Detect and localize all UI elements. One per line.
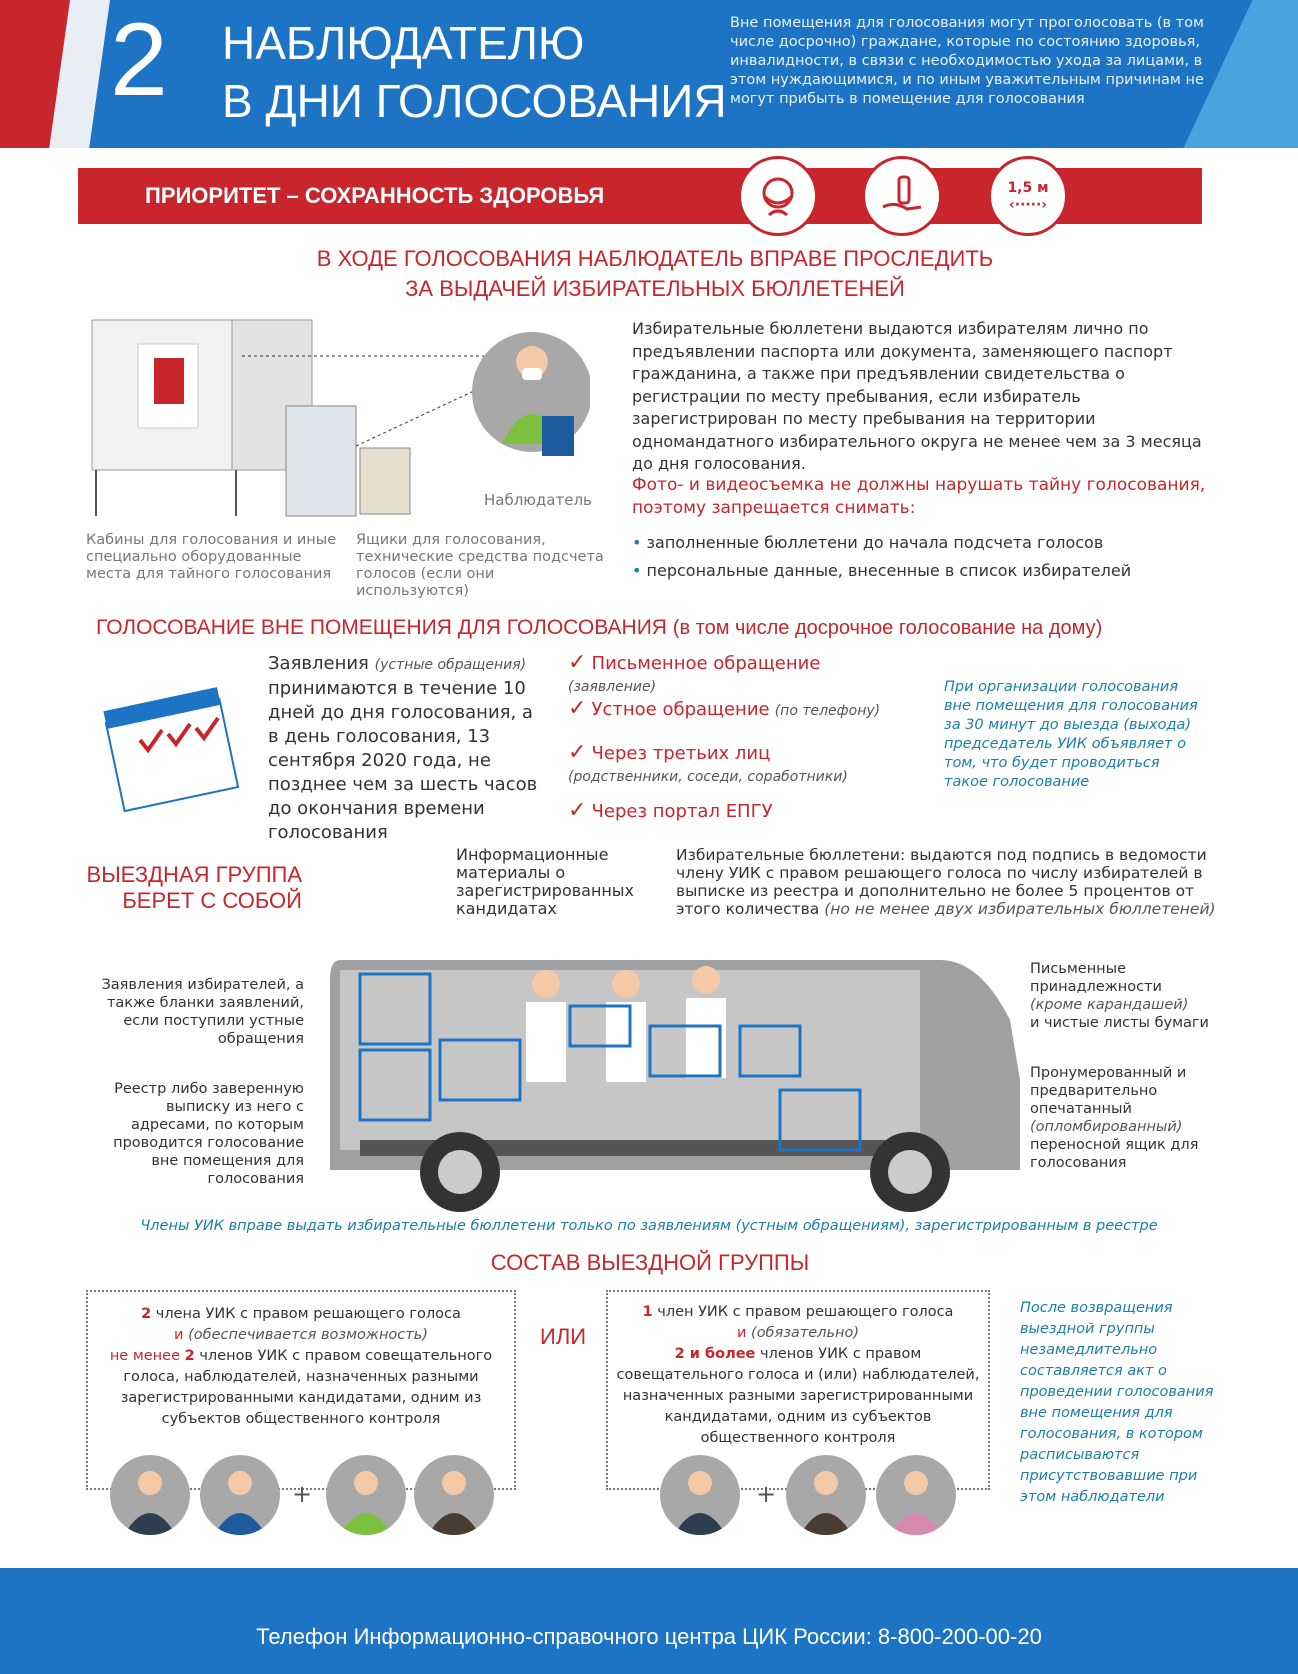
footer-phone: Телефон Информационно-справочного центра ЦИК России: 8-800-200-00-20: [256, 1624, 1042, 1649]
method-item: ✓ Через третьих лиц (родственники, соседи, соработники): [568, 740, 848, 785]
stationery-label: Письменные принадлежности (кроме карандашей) и чистые листы бумаги: [1030, 961, 1209, 1031]
header-note: Вне помещения для голосования могут проголосовать (в том числе досрочно) граждане, которые по состоянию здоровья, инвалидности, в связи с необходимостью ухода за лицами, в этом нуждающимися, и по иным уважительным причинам не могут прибыть в помещение для голосования: [730, 15, 1204, 107]
plus-sign: +: [292, 1480, 313, 1508]
avatar: [200, 1455, 280, 1535]
calendar-icon: [100, 680, 250, 812]
header-title-line1: НАБЛЮДАТЕЛЮ: [222, 17, 585, 69]
avatar: [876, 1455, 956, 1535]
or-label: ИЛИ: [540, 1324, 587, 1349]
list-item: • персональные данные, внесенные в список избирателей: [632, 560, 1132, 580]
composition-side-note: После возвращения выездной группы незамедлительно составляется акт о проведении голосования вне помещения для голосования, в котором расписываются присутствовавшие при этом наблюдатели: [1020, 1300, 1214, 1505]
footer-banner: [0, 1568, 1298, 1674]
check-icon: ✓: [568, 696, 587, 721]
check-icon: ✓: [568, 740, 587, 765]
team-title: ВЫЕЗДНАЯ ГРУППА БЕРЕТ С СОБОЙ: [86, 862, 302, 913]
outside-voting-title: ГОЛОСОВАНИЕ ВНЕ ПОМЕЩЕНИЯ ДЛЯ ГОЛОСОВАНИЯ (в том числе досрочное голосование на дому): [96, 616, 1103, 639]
check-icon: ✓: [568, 798, 587, 823]
watch-title-line2: ЗА ВЫДАЧЕЙ ИЗБИРАТЕЛЬНЫХ БЮЛЛЕТЕНЕЙ: [405, 276, 905, 301]
observer-illustration: [460, 320, 590, 480]
distance-icon: 1,5 м ‹·····›: [988, 156, 1068, 236]
team-footnote: Члены УИК вправе выдать избирательные бюллетени только по заявлениям (устным обращениям), зарегистрированным в реестре: [140, 1218, 1158, 1234]
info-materials-label: Информационные материалы о зарегистрированных кандидатах: [456, 845, 634, 918]
booth-caption: Кабины для голосования и иные специально оборудованные места для тайного голосования: [86, 532, 337, 582]
composition-title: СОСТАВ ВЫЕЗДНОЙ ГРУППЫ: [490, 1250, 810, 1275]
check-icon: ✓: [568, 650, 587, 675]
avatar: [786, 1455, 866, 1535]
avatar: [660, 1455, 740, 1535]
observer-label: Наблюдатель: [484, 491, 592, 509]
list-item: • заполненные бюллетени до начала подсчета голосов: [632, 533, 1104, 552]
methods-list: [568, 650, 888, 823]
forbidden-list: [632, 532, 1131, 582]
method-item: ✓ Через портал ЕПГУ: [568, 798, 773, 823]
header-number: 2: [110, 2, 168, 118]
van-illustration: [320, 930, 1020, 1212]
registry-label: Реестр либо заверенную выписку из него с адресами, по которым проводится голосование вне помещения для голосования: [113, 1081, 304, 1187]
applications-label: Заявления избирателей, а также бланки заявлений, если поступили устные обращения: [101, 977, 304, 1047]
photo-warning: Фото- и видеосъемка не должны нарушать тайну голосования, поэтому запрещается снимать:: [632, 475, 1206, 518]
outside-side-note: При организации голосования вне помещения для голосования за 30 минут до выезда (выхода) председатель УИК объявляет о том, что будет проводиться такое голосование: [944, 679, 1198, 790]
method-item: ✓ Устное обращение (по телефону): [568, 696, 881, 721]
hand-sanitizer-icon: [862, 156, 942, 236]
ballots-issue-label: Избирательные бюллетени: выдаются под подпись в ведомости члену УИК с правом решающего голоса по числу избирателей в выписке из реестра и дополнительно не более 5 процентов от этого количества (но не менее двух избирательных бюллетеней): [676, 846, 1216, 918]
composition-option-2-text: 1 член УИК с правом решающего голоса и (обязательно) 2 и более членов УИК с правом совещательного голоса и (или) наблюдателей, назначенных разными зарегистрированными кандидатами, одним из субъектов общественного контроля: [616, 1304, 980, 1446]
box-caption: Ящики для голосования, технические средства подсчета голосов (если они используются): [356, 532, 604, 599]
avatar: [414, 1455, 494, 1535]
watch-title: [230, 244, 1080, 304]
watch-title-line1: В ХОДЕ ГОЛОСОВАНИЯ НАБЛЮДАТЕЛЬ ВПРАВЕ ПРОСЛЕДИТЬ: [316, 246, 994, 271]
avatar: [326, 1455, 406, 1535]
header-title-line2: В ДНИ ГОЛОСОВАНИЯ: [222, 75, 727, 127]
distance-label: 1,5 м: [1007, 180, 1049, 196]
method-item: ✓ Письменное обращение (заявление): [568, 650, 821, 695]
mask-icon: [738, 156, 818, 236]
ballots-text: Избирательные бюллетени выдаются избирателям лично по предъявлении паспорта или документа, заменяющего паспорт гражданина, а также при предъявлении свидетельства о регистрации по месту пребывания, если избиратель зарегистрирован по месту пребывания на территории одномандатного избирательного округа не менее чем за 3 месяца до дня голосования.: [632, 319, 1202, 473]
ballot-box-label: Пронумерованный и предварительно опечатанный (опломбированный) переносной ящик для голосования: [1030, 1065, 1199, 1171]
avatar: [110, 1455, 190, 1535]
priority-text: ПРИОРИТЕТ – СОХРАННОСТЬ ЗДОРОВЬЯ: [145, 183, 605, 208]
plus-sign: +: [756, 1480, 777, 1508]
applications-block: Заявления (устные обращения) принимаются в течение 10 дней до дня голосования, а в день голосования, 13 сентября 2020 года, не позднее чем за шесть часов до окончания времени голосования: [268, 653, 538, 843]
composition-option-1-text: 2 члена УИК с правом решающего голоса и (обеспечивается возможность) не менее 2 членов УИК с правом совещательного голоса, наблюдателей, назначенных разными зарегистрированными кандидатами, одним из субъектов общественного контроля: [109, 1306, 493, 1427]
header-title: [222, 14, 727, 130]
